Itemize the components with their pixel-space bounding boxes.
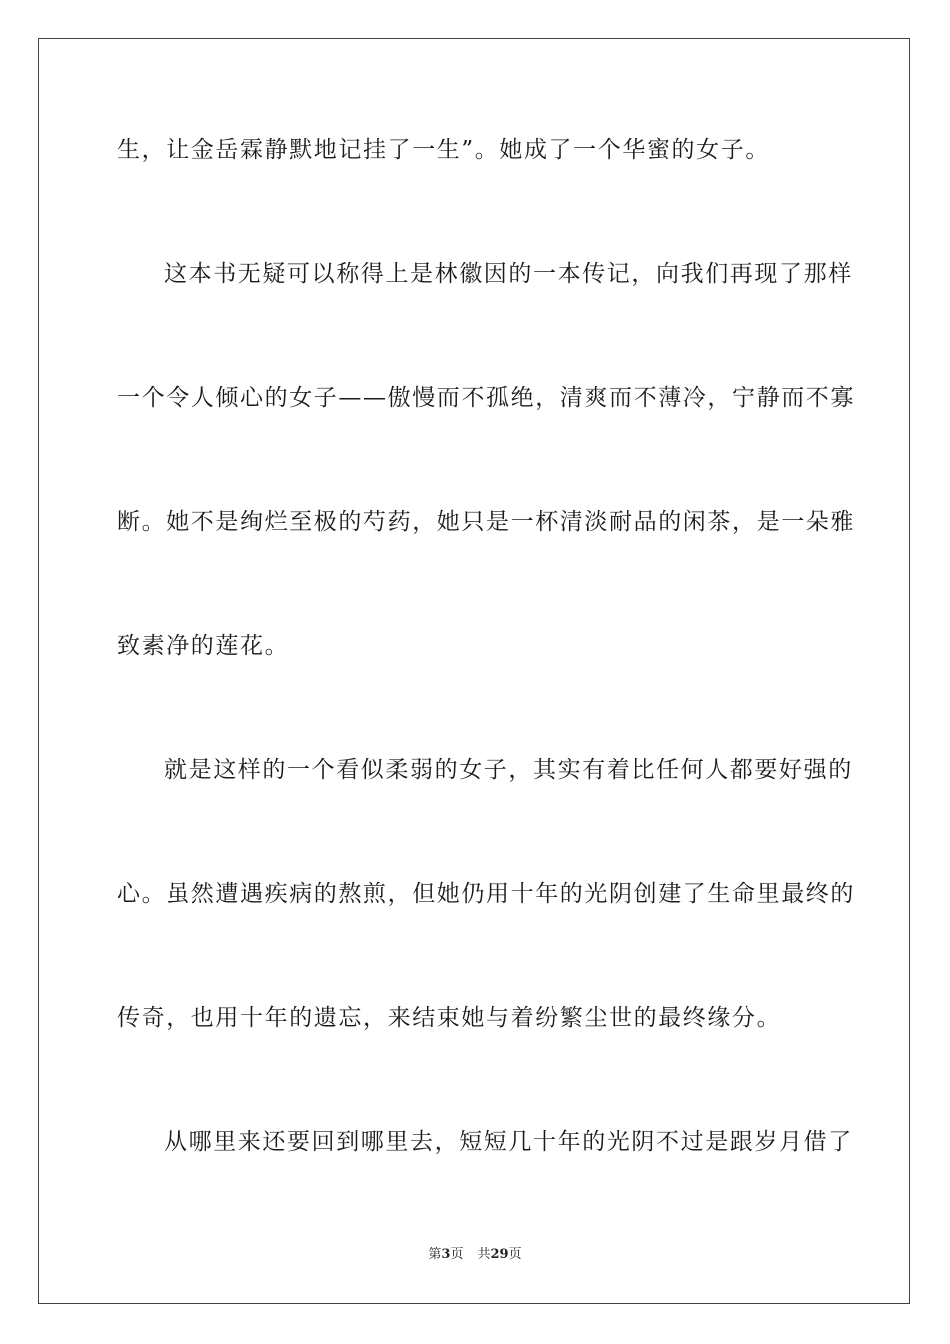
- total-label-suffix: 页: [508, 1247, 522, 1262]
- page-label-suffix: 页: [450, 1247, 464, 1262]
- text-line-3: 一个令人倾心的女子——傲慢而不孤绝，清爽而不薄冷，宁静而不寡: [117, 385, 855, 411]
- text-line-8: 传奇，也用十年的遗忘，来结束她与着纷繁尘世的最终缘分。: [117, 1005, 782, 1031]
- text-line-7: 心。虽然遭遇疾病的熬煎，但她仍用十年的光阴创建了生命里最终的: [117, 881, 855, 907]
- page-footer: [0, 1246, 950, 1264]
- page-frame: [38, 38, 910, 1304]
- text-line-5: 致素净的莲花。: [117, 633, 290, 659]
- page-label-prefix: 第: [428, 1247, 442, 1262]
- text-line-9: 从哪里来还要回到哪里去，短短几十年的光阴不过是跟岁月借了: [164, 1129, 853, 1155]
- text-line-4: 断。她不是绚烂至极的芍药，她只是一杯清淡耐品的闲茶，是一朵雅: [117, 509, 855, 535]
- total-pages: 29: [490, 1247, 509, 1262]
- total-label-prefix: 共: [477, 1247, 491, 1262]
- text-line-1: 生，让金岳霖静默地记挂了一生”。她成了一个华蜜的女子。: [117, 137, 770, 163]
- page-number: 3: [441, 1247, 451, 1262]
- text-line-2: 这本书无疑可以称得上是林徽因的一本传记，向我们再现了那样: [164, 261, 853, 287]
- text-line-6: 就是这样的一个看似柔弱的女子，其实有着比任何人都要好强的: [164, 757, 853, 783]
